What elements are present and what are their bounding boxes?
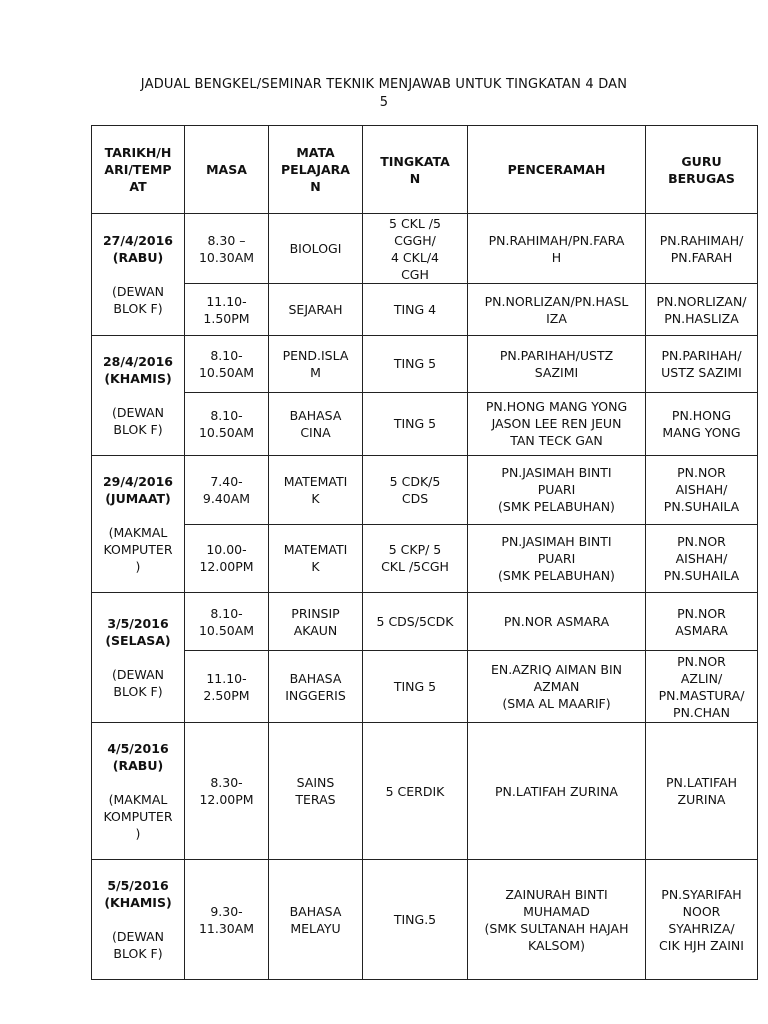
speaker-cell: PN.PARIHAH/USTZ SAZIMI: [468, 336, 646, 393]
header-speaker: PENCERAMAH: [468, 126, 646, 214]
form-cell: TING 5: [363, 392, 468, 455]
subject-cell: BAHASA INGGERIS: [269, 651, 363, 723]
subject-cell: SEJARAH: [269, 284, 363, 336]
subject-cell: PRINSIP AKAUN: [269, 593, 363, 651]
venue: (DEWAN BLOK F): [112, 405, 164, 437]
speaker-cell: PN.JASIMAH BINTI PUARI (SMK PELABUHAN): [468, 456, 646, 525]
form-cell: 5 CDS/5CDK: [363, 593, 468, 651]
time-cell: 7.40- 9.40AM: [185, 456, 269, 525]
table-header-row: [92, 126, 758, 214]
subject-cell: MATEMATI K: [269, 524, 363, 593]
speaker-cell: EN.AZRIQ AIMAN BIN AZMAN (SMA AL MAARIF): [468, 651, 646, 723]
header-date-day-venue: TARIKH/H ARI/TEMP AT: [92, 126, 185, 214]
time-cell: 11.10- 1.50PM: [185, 284, 269, 336]
document-title: JADUAL BENGKEL/SEMINAR TEKNIK MENJAWAB UNTUK TINGKATAN 4 DAN 5: [140, 77, 628, 110]
venue: (MAKMAL KOMPUTER ): [103, 525, 173, 574]
date-day: 4/5/2016 (RABU): [107, 741, 169, 773]
table-row: [92, 456, 758, 525]
teacher-cell: PN.NOR AZLIN/ PN.MASTURA/ PN.CHAN: [646, 651, 758, 723]
schedule-table: [91, 125, 758, 980]
speaker-cell: PN.JASIMAH BINTI PUARI (SMK PELABUHAN): [468, 524, 646, 593]
header-subject: MATA PELAJARA N: [269, 126, 363, 214]
table-row: [92, 284, 758, 336]
speaker-cell: PN.HONG MANG YONG JASON LEE REN JEUN TAN TECK GAN: [468, 392, 646, 455]
table-row: [92, 723, 758, 860]
date-day: 28/4/2016 (KHAMIS): [102, 354, 173, 386]
teacher-cell: PN.NORLIZAN/ PN.HASLIZA: [646, 284, 758, 336]
date-day: 3/5/2016 (SELASA): [105, 616, 171, 648]
time-cell: 8.10- 10.50AM: [185, 336, 269, 393]
speaker-cell: PN.NORLIZAN/PN.HASL IZA: [468, 284, 646, 336]
form-cell: 5 CDK/5 CDS: [363, 456, 468, 525]
date-day: 29/4/2016 (JUMAAT): [102, 474, 173, 506]
teacher-cell: PN.NOR AISHAH/ PN.SUHAILA: [646, 456, 758, 525]
form-cell: 5 CKL /5 CGGH/ 4 CKL/4 CGH: [363, 214, 468, 284]
time-cell: 8.10- 10.50AM: [185, 392, 269, 455]
venue: (DEWAN BLOK F): [112, 284, 164, 316]
table-row: [92, 392, 758, 455]
subject-cell: BAHASA CINA: [269, 392, 363, 455]
date-venue-cell: [92, 723, 185, 860]
table-row: [92, 651, 758, 723]
speaker-cell: PN.RAHIMAH/PN.FARA H: [468, 214, 646, 284]
subject-cell: PEND.ISLA M: [269, 336, 363, 393]
subject-cell: SAINS TERAS: [269, 723, 363, 860]
form-cell: TING 5: [363, 336, 468, 393]
date-venue-cell: [92, 336, 185, 456]
date-venue-cell: [92, 456, 185, 593]
header-time: MASA: [185, 126, 269, 214]
table-row: [92, 860, 758, 980]
table-row: [92, 336, 758, 393]
date-day: 5/5/2016 (KHAMIS): [104, 878, 172, 910]
teacher-cell: PN.NOR AISHAH/ PN.SUHAILA: [646, 524, 758, 593]
subject-cell: BAHASA MELAYU: [269, 860, 363, 980]
form-cell: 5 CKP/ 5 CKL /5CGH: [363, 524, 468, 593]
time-cell: 8.10- 10.50AM: [185, 593, 269, 651]
teacher-cell: PN.RAHIMAH/ PN.FARAH: [646, 214, 758, 284]
header-form: TINGKATA N: [363, 126, 468, 214]
teacher-cell: PN.SYARIFAH NOOR SYAHRIZA/ CIK HJH ZAINI: [646, 860, 758, 980]
venue: (DEWAN BLOK F): [112, 929, 164, 961]
date-day: 27/4/2016 (RABU): [102, 233, 173, 265]
venue: (MAKMAL KOMPUTER ): [103, 792, 173, 841]
teacher-cell: PN.LATIFAH ZURINA: [646, 723, 758, 860]
teacher-cell: PN.HONG MANG YONG: [646, 392, 758, 455]
table-row: [92, 214, 758, 284]
time-cell: 10.00- 12.00PM: [185, 524, 269, 593]
time-cell: 9.30- 11.30AM: [185, 860, 269, 980]
teacher-cell: PN.PARIHAH/ USTZ SAZIMI: [646, 336, 758, 393]
header-teacher-on-duty: GURU BERUGAS: [646, 126, 758, 214]
form-cell: TING 4: [363, 284, 468, 336]
speaker-cell: PN.LATIFAH ZURINA: [468, 723, 646, 860]
subject-cell: BIOLOGI: [269, 214, 363, 284]
time-cell: 8.30- 12.00PM: [185, 723, 269, 860]
venue: (DEWAN BLOK F): [112, 667, 164, 699]
form-cell: TING.5: [363, 860, 468, 980]
teacher-cell: PN.NOR ASMARA: [646, 593, 758, 651]
date-venue-cell: [92, 593, 185, 723]
time-cell: 8.30 – 10.30AM: [185, 214, 269, 284]
form-cell: 5 CERDIK: [363, 723, 468, 860]
speaker-cell: ZAINURAH BINTI MUHAMAD (SMK SULTANAH HAJAH KALSOM): [468, 860, 646, 980]
time-cell: 11.10- 2.50PM: [185, 651, 269, 723]
table-row: [92, 593, 758, 651]
date-venue-cell: [92, 214, 185, 336]
table-row: [92, 524, 758, 593]
speaker-cell: PN.NOR ASMARA: [468, 593, 646, 651]
date-venue-cell: [92, 860, 185, 980]
subject-cell: MATEMATI K: [269, 456, 363, 525]
form-cell: TING 5: [363, 651, 468, 723]
